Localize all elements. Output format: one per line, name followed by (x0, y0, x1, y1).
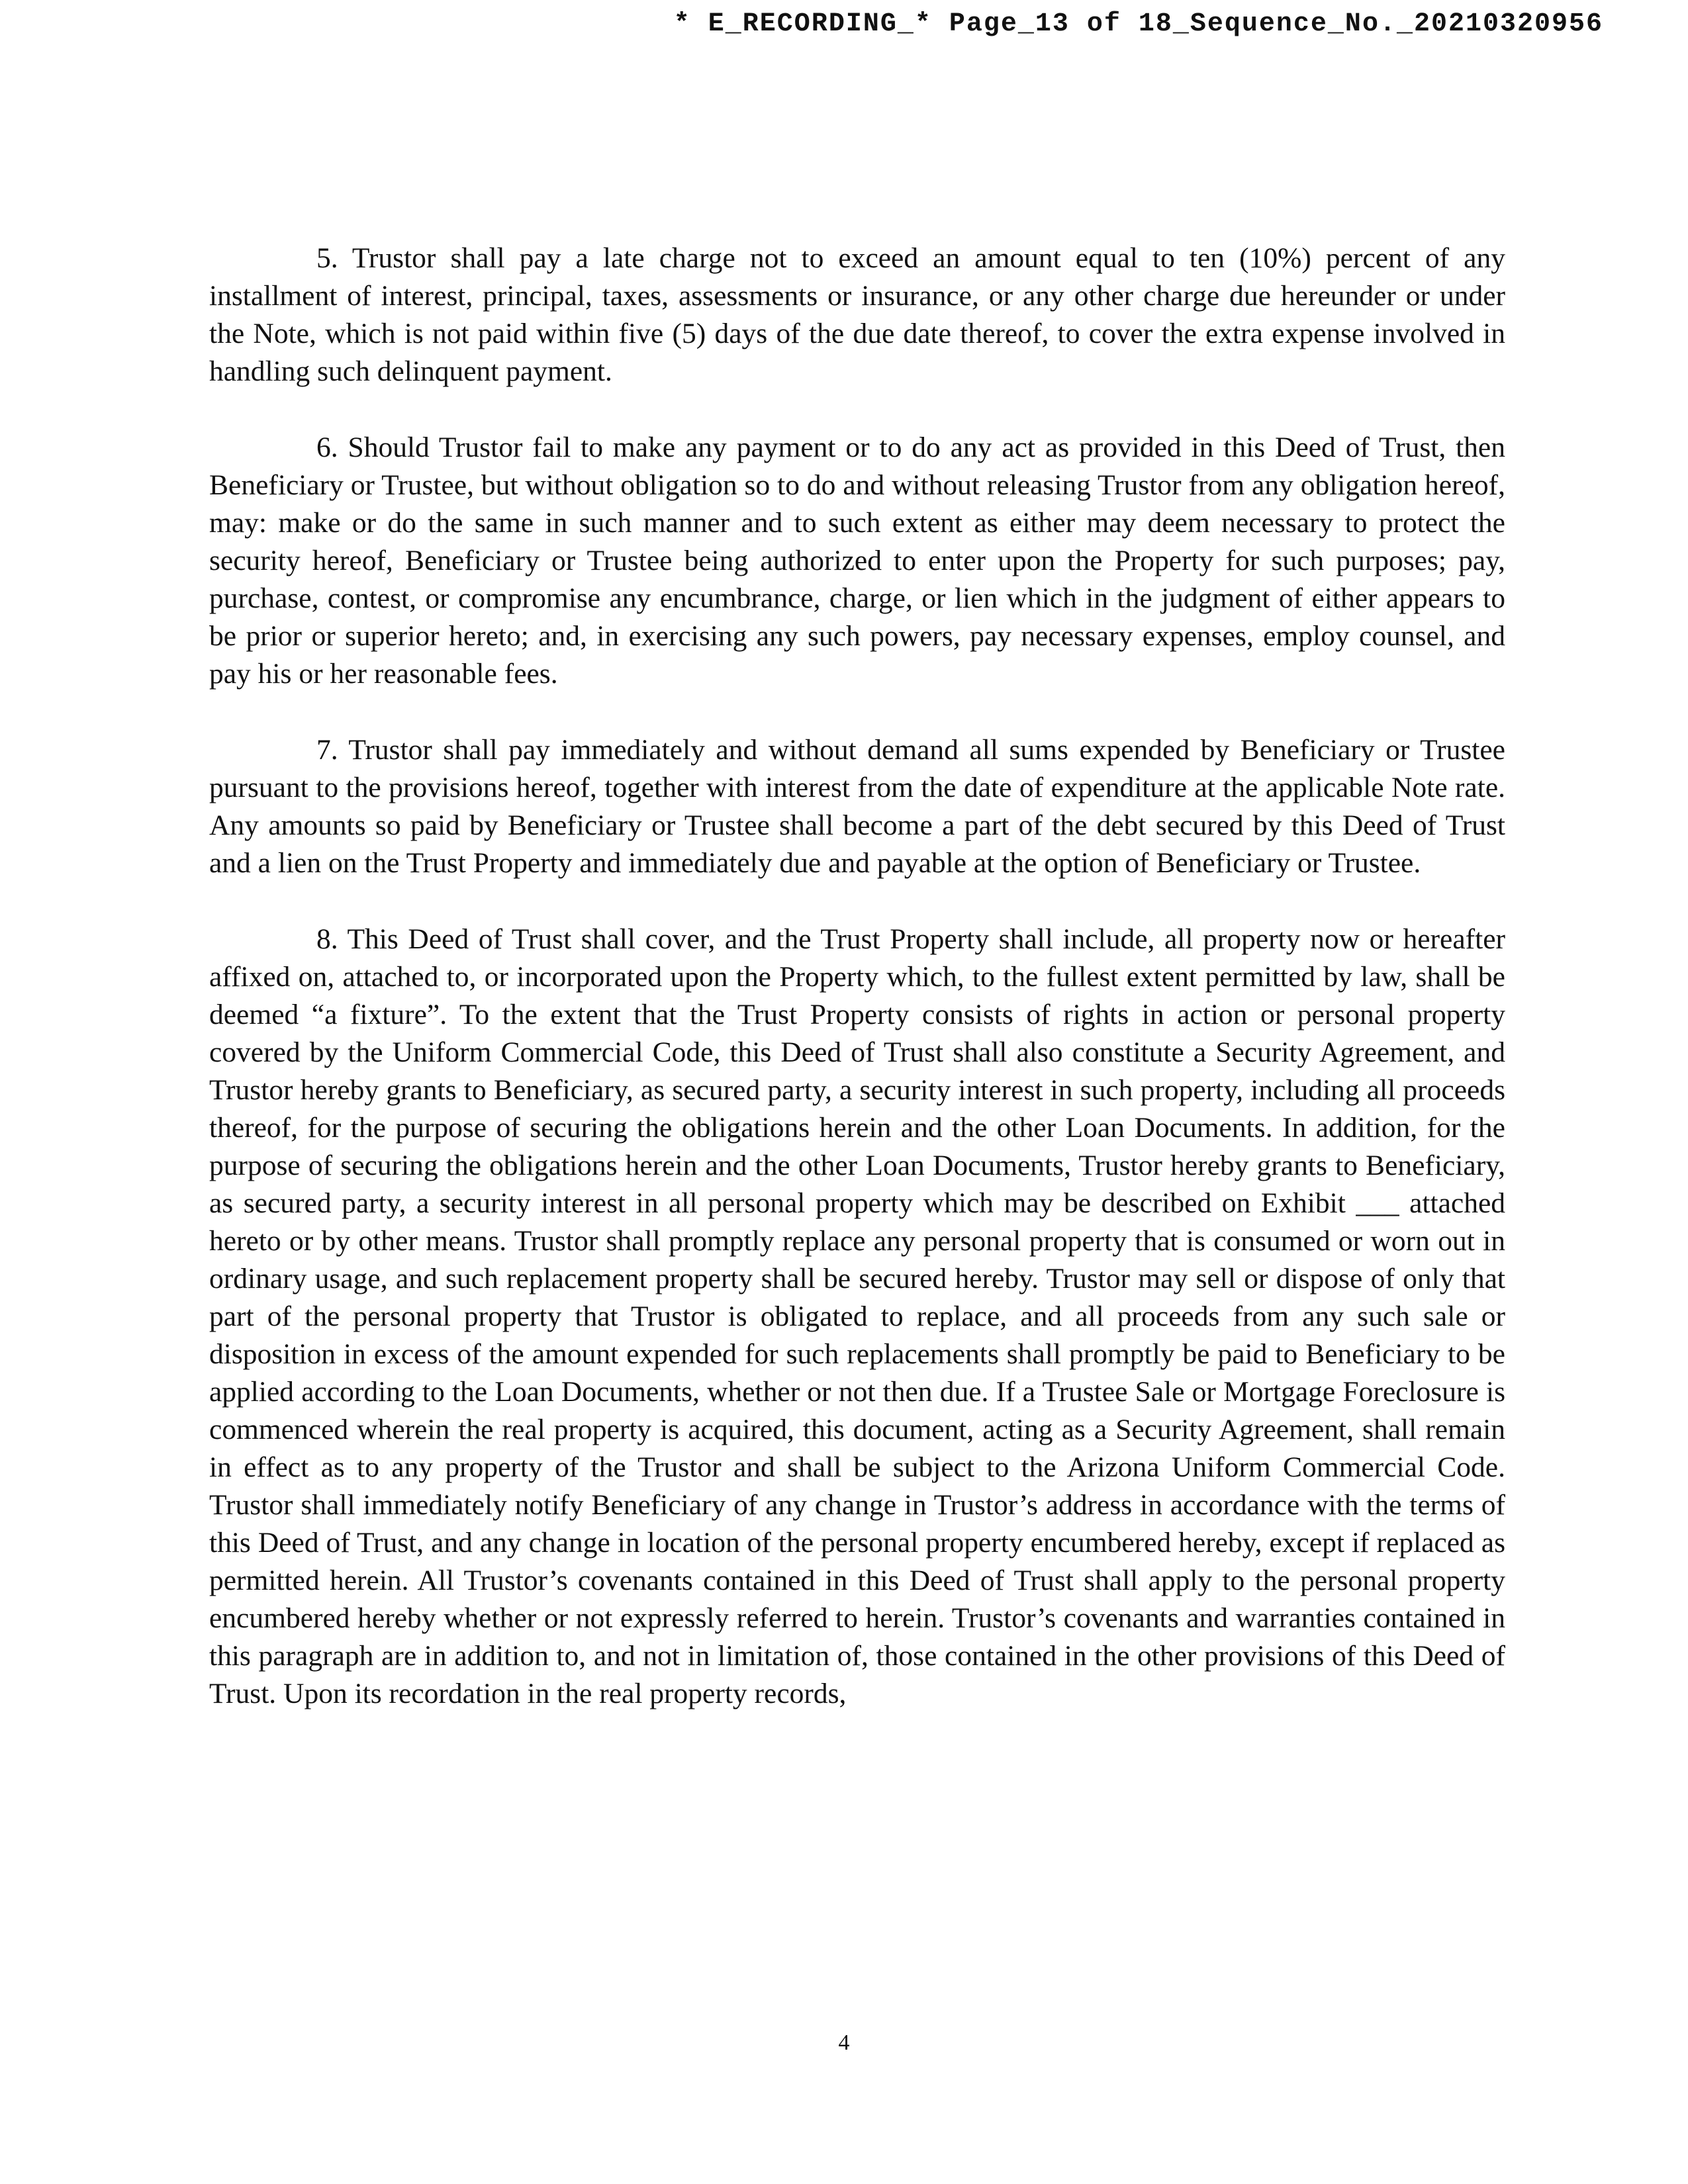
recording-stamp-header: * E_RECORDING_* Page_13 of 18_Sequence_No._20210320956 (673, 9, 1603, 39)
paragraph-5-late-charge: 5. Trustor shall pay a late charge not to exceed an amount equal to ten (10%) percent of any installment of interest, principal, taxes, assessments or insurance, or any other charge due hereunder or under the Note, which is not paid within five (5) days of the due date thereof, to cover the extra expense involved in handling such delinquent payment. (209, 242, 1505, 387)
document-body (209, 240, 1505, 1713)
paragraph-8-security-agreement: 8. This Deed of Trust shall cover, and the Trust Property shall include, all property now or hereafter affixed on, attached to, or incorporated upon the Property which, to the fullest extent permitted by law, shall be deemed “a fixture”. To the extent that the Trust Property consists of rights in action or personal property covered by the Uniform Commercial Code, this Deed of Trust shall also constitute a Security Agreement, and Trustor hereby grants to Beneficiary, as secured party, a security interest in such property, including all proceeds thereof, for the purpose of securing the obligations herein and the other Loan Documents. In addition, for the purpose of securing the obligations herein and the other Loan Documents, Trustor hereby grants to Beneficiary, as secured party, a security interest in all personal property which may be described on Exhibit ___ attached hereto or by other means. Trustor shall promptly replace any personal property that is consumed or worn out in ordinary usage, and such replacement property shall be secured hereby. Trustor may sell or dispose of only that part of the personal property that Trustor is obligated to replace, and all proceeds from any such sale or disposition in excess of the amount expended for such replacements shall promptly be paid to Beneficiary to be applied according to the Loan Documents, whether or not then due. If a Trustee Sale or Mortgage Foreclosure is commenced wherein the real property is acquired, this document, acting as a Security Agreement, shall remain in effect as to any property of the Trustor and shall be subject to the Arizona Uniform Commercial Code. Trustor shall immediately notify Beneficiary of any change in Trustor’s address in accordance with the terms of this Deed of Trust, and any change in location of the personal property encumbered hereby, except if replaced as permitted herein. All Trustor’s covenants contained in this Deed of Trust shall apply to the personal property encumbered hereby whether or not expressly referred to herein. Trustor’s covenants and warranties contained in this paragraph are in addition to, and not in limitation of, those contained in the other provisions of this Deed of Trust. Upon its recordation in the real property records, (209, 923, 1505, 1709)
paragraph-6-trustor-default: 6. Should Trustor fail to make any payment or to do any act as provided in this Deed of Trust, then Beneficiary or Trustee, but without obligation so to do and without releasing Trustor from any obligation hereof, may: make or do the same in such manner and to such extent as either may deem necessary to protect the security hereof, Beneficiary or Trustee being authorized to enter upon the Property for such purposes; pay, purchase, contest, or compromise any encumbrance, charge, or lien which in the judgment of either appears to be prior or superior hereto; and, in exercising any such powers, pay necessary expenses, employ counsel, and pay his or her reasonable fees. (209, 432, 1505, 690)
paragraph-7-reimbursement: 7. Trustor shall pay immediately and without demand all sums expended by Beneficiary or Trustee pursuant to the provisions hereof, together with interest from the date of expenditure at the applicable Note rate. Any amounts so paid by Beneficiary or Trustee shall become a part of the debt secured by this Deed of Trust and a lien on the Trust Property and immediately due and payable at the option of Beneficiary or Trustee. (209, 734, 1505, 879)
page-number: 4 (838, 2030, 850, 2055)
